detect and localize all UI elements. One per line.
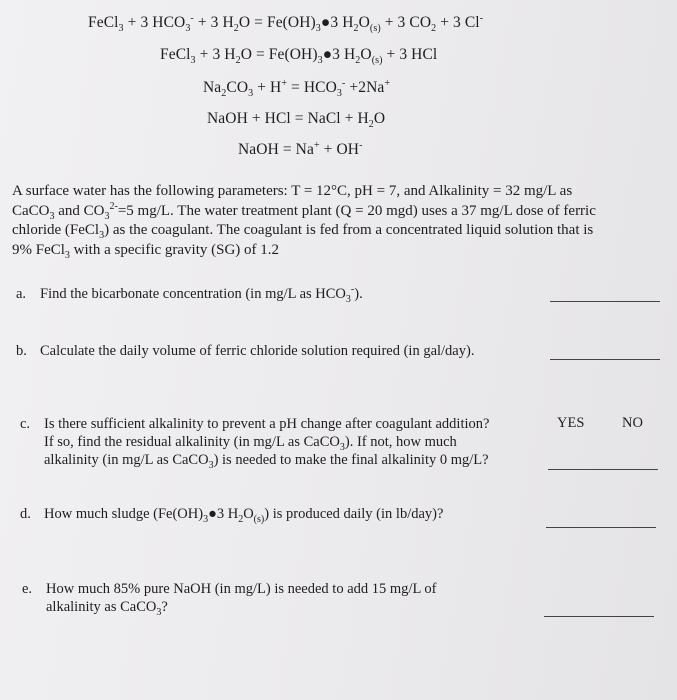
question-d-text: How much sludge ($Fe(OH)_3●3$ $H_2O_{(s)}$) is produced daily (in lb/day)? (44, 506, 444, 525)
question-b (16, 342, 474, 360)
question-e (22, 580, 436, 616)
answer-b-blank[interactable] (550, 359, 660, 360)
equation-3: $Na_2CO_3 + H^+ = HCO_3^- +2Na^+$ (203, 77, 391, 100)
question-b-label: b. (16, 343, 27, 359)
question-c-label: c. (20, 416, 31, 432)
question-e-text-1: How much 85% pure NaOH (in mg/L) is needed to add 15 mg/L of (46, 581, 437, 597)
answer-d-blank[interactable] (546, 527, 656, 528)
question-e-text-2: alkalinity as CaCO$_3$? (46, 599, 168, 618)
question-d-label: d. (20, 506, 31, 522)
equation-2: FeCl$_3$ + 3 $H_2O$ = $Fe(OH)_3●3$ $H_2O_{(s)} + 3$ HCl (160, 46, 438, 67)
question-b-text: Calculate the daily volume of ferric chloride solution required (in gal/day). (40, 343, 475, 359)
statement-line-3: chloride (FeCl$_3$) as the coagulant. The coagulant is fed from a concentrated liquid solution that is (12, 222, 594, 241)
question-c-text-3: alkalinity (in mg/L as CaCO$_3$) is needed to make the final alkalinity 0 mg/L? (44, 452, 489, 471)
answer-c-blank[interactable] (548, 469, 658, 470)
answer-a-blank[interactable] (550, 301, 660, 302)
question-d (20, 505, 443, 523)
answer-e-blank[interactable] (544, 616, 654, 617)
question-a (16, 285, 363, 303)
statement-line-1: A surface water has the following parameters: T = 12°C, pH = 7, and Alkalinity = 32 mg/L as (12, 183, 573, 199)
question-c (20, 415, 489, 469)
equation-5: NaOH = Na+ + OH- (238, 139, 363, 158)
question-c-text-1: Is there sufficient alkalinity to prevent a pH change after coagulant addition? (44, 416, 490, 432)
option-no[interactable]: NO (622, 415, 643, 431)
question-a-label: a. (16, 286, 27, 302)
question-a-text: Find the bicarbonate concentration (in mg/L as $HCO_3^-$). (40, 284, 363, 305)
statement-line-2: CaCO$_3$ and $CO_3^{2-}=5$ mg/L. The water treatment plant (Q = 20 mgd) uses a 37 mg/L dose of ferric (12, 200, 596, 222)
problem-statement (12, 182, 662, 260)
question-e-label: e. (22, 581, 33, 597)
question-c-text-2: If so, find the residual alkalinity (in mg/L as CaCO$_3$). If not, how much (44, 434, 457, 453)
equation-4: NaOH + HCl = NaCl + $H_2O$ (207, 110, 386, 131)
statement-line-4: 9% FeCl$_3$ with a specific gravity (SG) of 1.2 (12, 241, 280, 261)
equation-1: FeCl$_3$ + 3 $HCO_3^- + 3$ $H_2O$ = $Fe(OH)_3●3$ $H_2O_{(s)} + 3$ $CO_2 + 3$ Cl- (88, 12, 484, 35)
option-yes[interactable]: YES (557, 415, 585, 431)
